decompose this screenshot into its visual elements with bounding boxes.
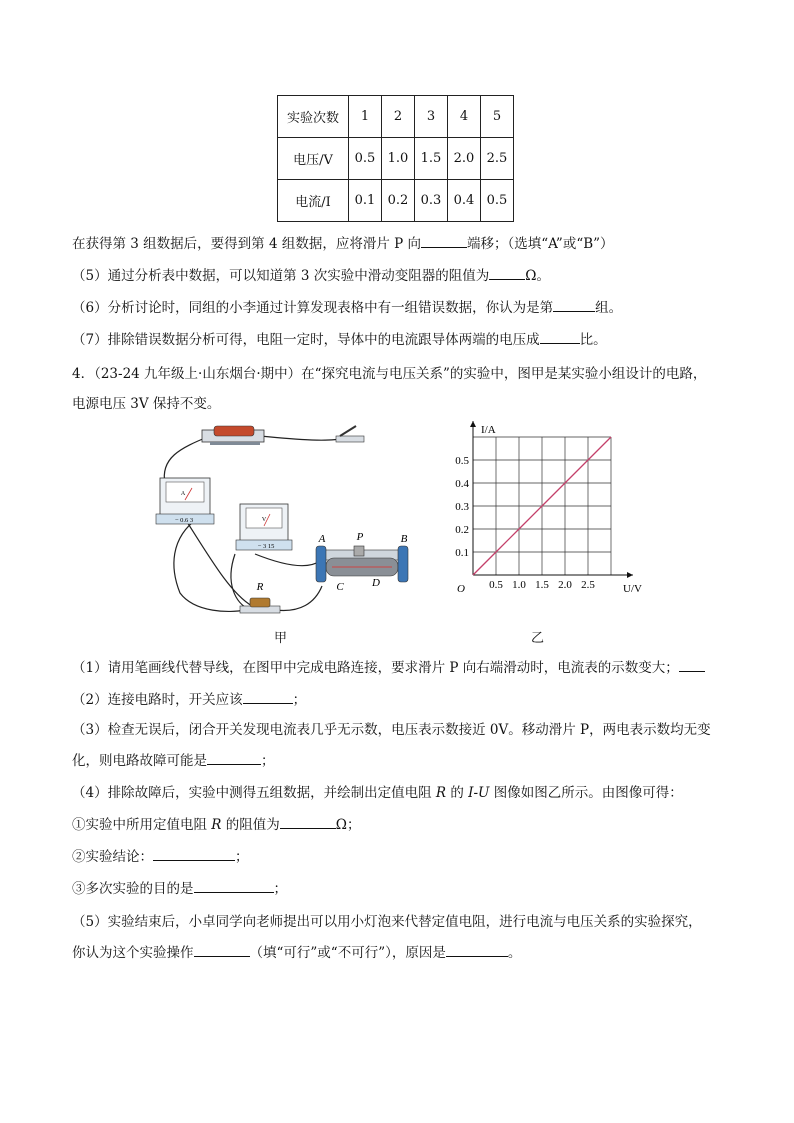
- ammeter-face-label: A: [180, 491, 186, 497]
- q4-sub-1: ①实验中所用定值电阻 R 的阻值为 Ω；: [72, 813, 360, 833]
- y-tick-label: 0.2: [455, 524, 469, 536]
- answer-blank[interactable]: [489, 265, 525, 280]
- x-tick-label: 0.5: [489, 579, 503, 591]
- table-cell: 1.0: [382, 138, 415, 180]
- y-tick-label: 0.4: [455, 478, 469, 490]
- figure-caption-left: 甲: [274, 631, 288, 646]
- q4-intro-2: 电源电压 3V 保持不变。: [72, 396, 221, 412]
- y-axis-arrow: [470, 421, 476, 427]
- table-cell: 1.5: [415, 138, 448, 180]
- q4-part-3-line-2: 化，则电路故障可能是 ；: [72, 749, 275, 769]
- table-cell: 0.5: [349, 138, 382, 180]
- answer-blank[interactable]: [679, 657, 705, 672]
- answer-blank[interactable]: [194, 878, 274, 893]
- x-tick-label: 2.5: [581, 579, 595, 591]
- table-cell: 1: [349, 96, 382, 138]
- table-cell: 0.4: [448, 180, 481, 222]
- table-cell: 0.5: [481, 180, 514, 222]
- table-row: [278, 96, 514, 138]
- y-tick-label: 0.3: [455, 501, 469, 513]
- chart-labels: [455, 424, 642, 595]
- voltmeter-face-label: V: [261, 517, 267, 523]
- answer-blank[interactable]: [207, 750, 261, 765]
- answer-blank[interactable]: [446, 942, 508, 957]
- q3-line-4: （7）排除错误数据分析可得，电阻一定时，导体中的电流跟导体两端的电压成 比。: [72, 328, 607, 348]
- answer-blank[interactable]: [421, 233, 467, 248]
- table-cell: 5: [481, 96, 514, 138]
- q4-sub-3: ③多次实验的目的是 ；: [72, 877, 287, 897]
- q4-part-1: （1）请用笔画线代替导线，在图甲中完成电路连接，要求滑片 P 向右端滑动时，电流表的示数变大；: [72, 656, 705, 676]
- voltmeter-scale-label: − 3 15: [257, 543, 275, 550]
- x-tick-label: 1.5: [535, 579, 549, 591]
- figure-caption-right: 乙: [531, 631, 545, 646]
- table-cell: 电压/V: [278, 138, 349, 180]
- table-cell: 2: [382, 96, 415, 138]
- terminal-c-label: C: [336, 581, 344, 593]
- table-cell: 2.5: [481, 138, 514, 180]
- q4-intro-1: 4．（23-24 九年级上·山东烟台·期中）在“探究电流与电压关系”的实验中，图甲是某实验小组设计的电路，: [72, 366, 707, 382]
- terminal-a-label: A: [318, 533, 326, 545]
- table-cell: 电流/I: [278, 180, 349, 222]
- q3-line-1: 在获得第 3 组数据后，要得到第 4 组数据，应将滑片 P 向 端移；（选填“A”或“B”）: [72, 232, 614, 252]
- q4-sub-2: ②实验结论： ；: [72, 845, 249, 865]
- answer-blank[interactable]: [280, 814, 336, 829]
- table-row: [278, 180, 514, 222]
- table-row: [278, 138, 514, 180]
- q4-part-5-line-1: （5）实验结束后，小卓同学向老师提出可以用小灯泡来代替定值电阻，进行电流与电压关系的实验探究，: [72, 914, 702, 930]
- table-cell: 实验次数: [278, 96, 349, 138]
- answer-blank[interactable]: [243, 689, 293, 704]
- resistor-label: R: [256, 581, 264, 593]
- table-cell: 0.1: [349, 180, 382, 222]
- answer-blank[interactable]: [153, 846, 235, 861]
- answer-blank[interactable]: [553, 297, 595, 312]
- y-tick-label: 0.1: [455, 547, 469, 559]
- origin-label: O: [457, 583, 465, 595]
- resistor-icon: [240, 598, 280, 613]
- battery-icon: [202, 426, 264, 445]
- ammeter-scale-label: − 0.6 3: [174, 517, 194, 524]
- table-cell: 2.0: [448, 138, 481, 180]
- terminal-d-label: D: [372, 577, 380, 589]
- q3-line-2: （5）通过分析表中数据，可以知道第 3 次实验中滑动变阻器的阻值为 Ω。: [72, 264, 550, 284]
- q4-part-3-line-1: （3）检查无误后，闭合开关发现电流表几乎无示数，电压表示数接近 0V。移动滑片 P，两电表示数均无变: [72, 722, 711, 738]
- x-tick-label: 1.0: [512, 579, 526, 591]
- table-cell: 3: [415, 96, 448, 138]
- answer-blank[interactable]: [540, 329, 580, 344]
- answer-blank[interactable]: [194, 942, 250, 957]
- switch-icon: [336, 426, 364, 442]
- table-cell: 4: [448, 96, 481, 138]
- circuit-figure: [140, 418, 430, 628]
- q3-line-3: （6）分析讨论时，同组的小李通过计算发现表格中有一组错误数据，你认为是第 组。: [72, 296, 622, 316]
- data-table: [277, 95, 514, 222]
- table-cell: 0.2: [382, 180, 415, 222]
- x-axis-arrow: [627, 572, 633, 578]
- table-cell: 0.3: [415, 180, 448, 222]
- y-axis-label: I/A: [481, 424, 496, 436]
- q4-part-2: （2）连接电路时，开关应该 ；: [72, 688, 306, 708]
- x-axis-label: U/V: [623, 583, 642, 595]
- y-tick-label: 0.5: [455, 455, 469, 467]
- q4-part-4: （4）排除故障后，实验中测得五组数据，并绘制出定值电阻 R 的 I-U 图像如图乙所示。由图像可得：: [72, 785, 683, 801]
- iu-graph: [445, 420, 645, 600]
- slider-p-label: P: [356, 531, 364, 543]
- x-tick-label: 2.0: [558, 579, 572, 591]
- terminal-b-label: B: [400, 533, 408, 545]
- q4-part-5-line-2: 你认为这个实验操作 （填“可行”或“不可行”），原因是 。: [72, 941, 521, 961]
- rheostat-icon: [316, 546, 408, 582]
